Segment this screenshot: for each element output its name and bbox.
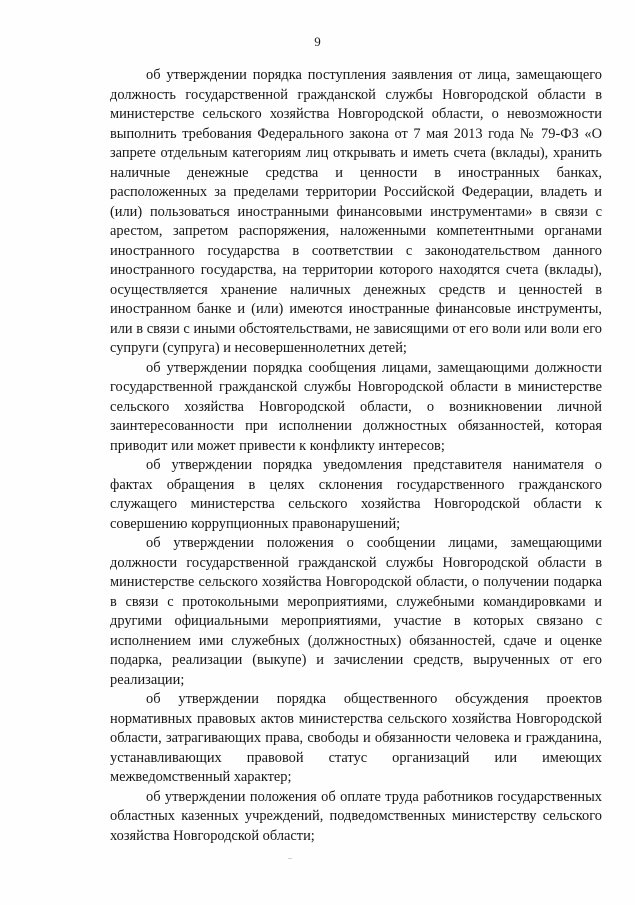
- page-number: 9: [314, 34, 321, 49]
- paragraph-corruption-notification: об утверждении порядка уведомления представителя нанимателя о фактах обращения в целях склонения государственного гражданского служащего министерства сельского хозяйства Новгородской области к совершению коррупционных правонарушений;: [110, 457, 602, 532]
- paragraph-public-discussion: об утверждении порядка общественного обсуждения проектов нормативных правовых актов министерства сельского хозяйства Новгородской области, затрагивающих права, свободы и обязанности человека и гражданина, устанавливающих правовой статус организаций или имеющих межведомственный характер;: [110, 691, 602, 785]
- paragraph-wage-regulation: об утверждении положения об оплате труда работников государственных областных казенных учреждений, подведомственных министерству сельского хозяйства Новгородской области;: [110, 788, 602, 844]
- paragraph-gift-reporting: об утверждении положения о сообщении лицами, замещающими должности государственной гражданской службы Новгородской области в министерстве сельского хозяйства Новгородской области, о получении подарка в связи с протокольными мероприятиями, служебными командировками и другими официальными мероприятиями, участие в которых связано с исполнением ими служебных (должностных) обязанностей, сдаче и оценке подарка, реализации (выкупе) и зачислении средств, вырученных от его реализации;: [110, 535, 602, 688]
- paragraph-report-foreign-accounts: об утверждении порядка поступления заявления от лица, замещающего должность государственной гражданской службы Новгородской области в министерстве сельского хозяйства Новгородской области, о невозможности выполнить требования Федерального закона от 7 мая 2013 года № 79-ФЗ «О запрете отдельным категориям лиц открывать и иметь счета (вклады), хранить наличные денежные средства и ценности в иностранных банках, расположенных за пределами территории Российской Федерации, владеть и (или) пользоваться иностранными финансовыми инструментами» в связи с арестом, запретом распоряжения, наложенными компетентными органами иностранного государства в соответствии с законодательством данного иностранного государства, на территории которого находятся счета (вклады), осуществляется хранение наличных денежных средств и ценностей в иностранном банке и (или) имеются иностранные финансовые инструменты, или в связи с иными обстоятельствами, не зависящими от его воли или воли его супруги (супруга) и несовершеннолетних детей;: [110, 67, 602, 356]
- scan-mark: [288, 858, 292, 859]
- paragraph-conflict-of-interest: об утверждении порядка сообщения лицами, замещающими должности государственной гражданской службы Новгородской области в министерстве сельского хозяйства Новгородской области, о возникновении личной заинтересованности при исполнении должностных обязанностей, которая приводит или может привести к конфликту интересов;: [110, 359, 602, 454]
- document-body: [110, 66, 602, 846]
